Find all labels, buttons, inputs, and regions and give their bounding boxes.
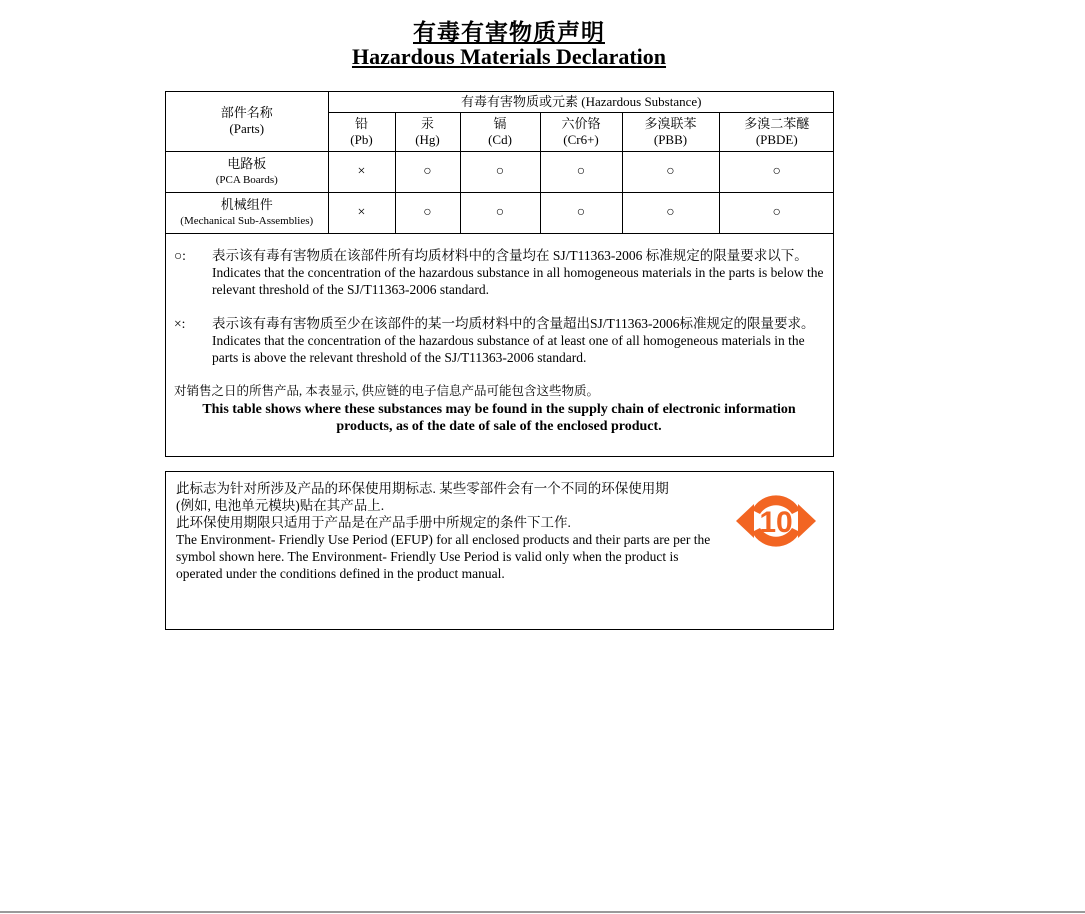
summary — [174, 383, 824, 435]
parts-header-en: (Parts) — [229, 121, 265, 137]
column-cn: 汞 — [420, 115, 434, 131]
column-en: (PBB) — [653, 131, 688, 147]
note-compliant — [174, 247, 824, 298]
column-header-pb — [328, 112, 395, 151]
column-en: (Cd) — [488, 131, 512, 147]
column-header-pbde — [719, 112, 834, 151]
table-cell: × — [328, 192, 395, 233]
efup-logo-number: 10 — [759, 506, 793, 539]
table-row — [166, 192, 834, 233]
summary-cn: 对销售之日的所售产品, 本表显示, 供应链的电子信息产品可能包含这些物质。 — [174, 384, 600, 398]
table-cell: ○ — [395, 192, 460, 233]
note-en: Indicates that the concentration of the hazardous substance in all homogeneous materials in the parts is below the relevant threshold of the SJ/T11363-2006 standard. — [212, 265, 824, 297]
table-cell: ○ — [622, 151, 719, 192]
part-name-en: (PCA Boards) — [215, 173, 278, 186]
efup-box — [165, 471, 834, 630]
note-mark: ○: — [174, 248, 186, 263]
column-header-hg — [395, 112, 460, 151]
column-en: (Cr6+) — [563, 131, 599, 147]
column-header-cr6 — [540, 112, 622, 151]
part-name-cn: 机械组件 — [220, 196, 273, 212]
page-title-cn: 有毒有害物质声明 — [413, 20, 605, 45]
table-cell: × — [328, 151, 395, 192]
column-cn: 多溴二苯醚 — [744, 115, 810, 131]
hazardous-substance-table — [166, 92, 834, 234]
table-cell: ○ — [719, 151, 834, 192]
column-cn: 镉 — [493, 115, 507, 131]
column-en: (PBDE) — [755, 131, 798, 147]
efup-text — [176, 480, 716, 582]
declaration-table-box — [165, 91, 834, 457]
efup-10-year-icon — [734, 484, 818, 558]
note-exceeds — [174, 315, 824, 366]
note-cn: 表示该有毒有害物质在该部件所有均质材料中的含量均在 SJ/T11363-2006 标准规定的限量要求以下。 — [212, 248, 808, 263]
note-cn: 表示该有毒有害物质至少在该部件的某一均质材料中的含量超出SJ/T11363-2006标准规定的限量要求。 — [212, 316, 815, 331]
efup-line-cn: 此环保使用期限只适用于产品是在产品手册中所规定的条件下工作. — [176, 515, 571, 530]
table-row — [166, 151, 834, 192]
page-title-en: Hazardous Materials Declaration — [351, 44, 667, 69]
column-en: (Hg) — [415, 131, 440, 147]
efup-line-cn: 此标志为针对所涉及产品的环保使用期标志. 某些零部件会有一个不同的环保使用期 — [176, 481, 669, 496]
column-header-pbb — [622, 112, 719, 151]
part-name-cn: 电路板 — [227, 155, 267, 171]
summary-en: This table shows where these substances may be found in the supply chain of electronic information products, as of the date of sale of the enclosed product. — [202, 402, 796, 434]
table-cell: ○ — [719, 192, 834, 233]
notes-section — [174, 247, 824, 435]
table-cell: ○ — [540, 151, 622, 192]
table-cell: ○ — [395, 151, 460, 192]
column-cn: 铅 — [354, 115, 368, 131]
table-cell: ○ — [460, 151, 540, 192]
note-mark: ×: — [174, 316, 186, 331]
column-en: (Pb) — [350, 131, 373, 147]
parts-header-cn: 部件名称 — [220, 105, 273, 121]
part-name-en: (Mechanical Sub-Assemblies) — [180, 214, 314, 227]
substance-header: 有毒有害物质或元素 (Hazardous Substance) — [328, 92, 834, 112]
table-cell: ○ — [622, 192, 719, 233]
part-name — [166, 151, 328, 192]
note-en: Indicates that the concentration of the hazardous substance of at least one of all homogeneous materials in the parts is above the relevant threshold of the SJ/T11363-2006 standard. — [212, 333, 805, 365]
parts-header — [166, 92, 328, 151]
bottom-divider — [0, 911, 1085, 913]
efup-en: The Environment- Friendly Use Period (EFUP) for all enclosed products and their parts are per the symbol shown here. The Environment- Friendly Use Period is valid only when the product is operated under the conditions defined in the product manual. — [176, 532, 711, 581]
column-header-cd — [460, 112, 540, 151]
part-name — [166, 192, 328, 233]
column-cn: 六价铬 — [561, 115, 601, 131]
efup-line-cn: (例如, 电池单元模块)贴在其产品上. — [176, 498, 385, 513]
table-cell: ○ — [540, 192, 622, 233]
table-cell: ○ — [460, 192, 540, 233]
column-cn: 多溴联苯 — [644, 115, 697, 131]
